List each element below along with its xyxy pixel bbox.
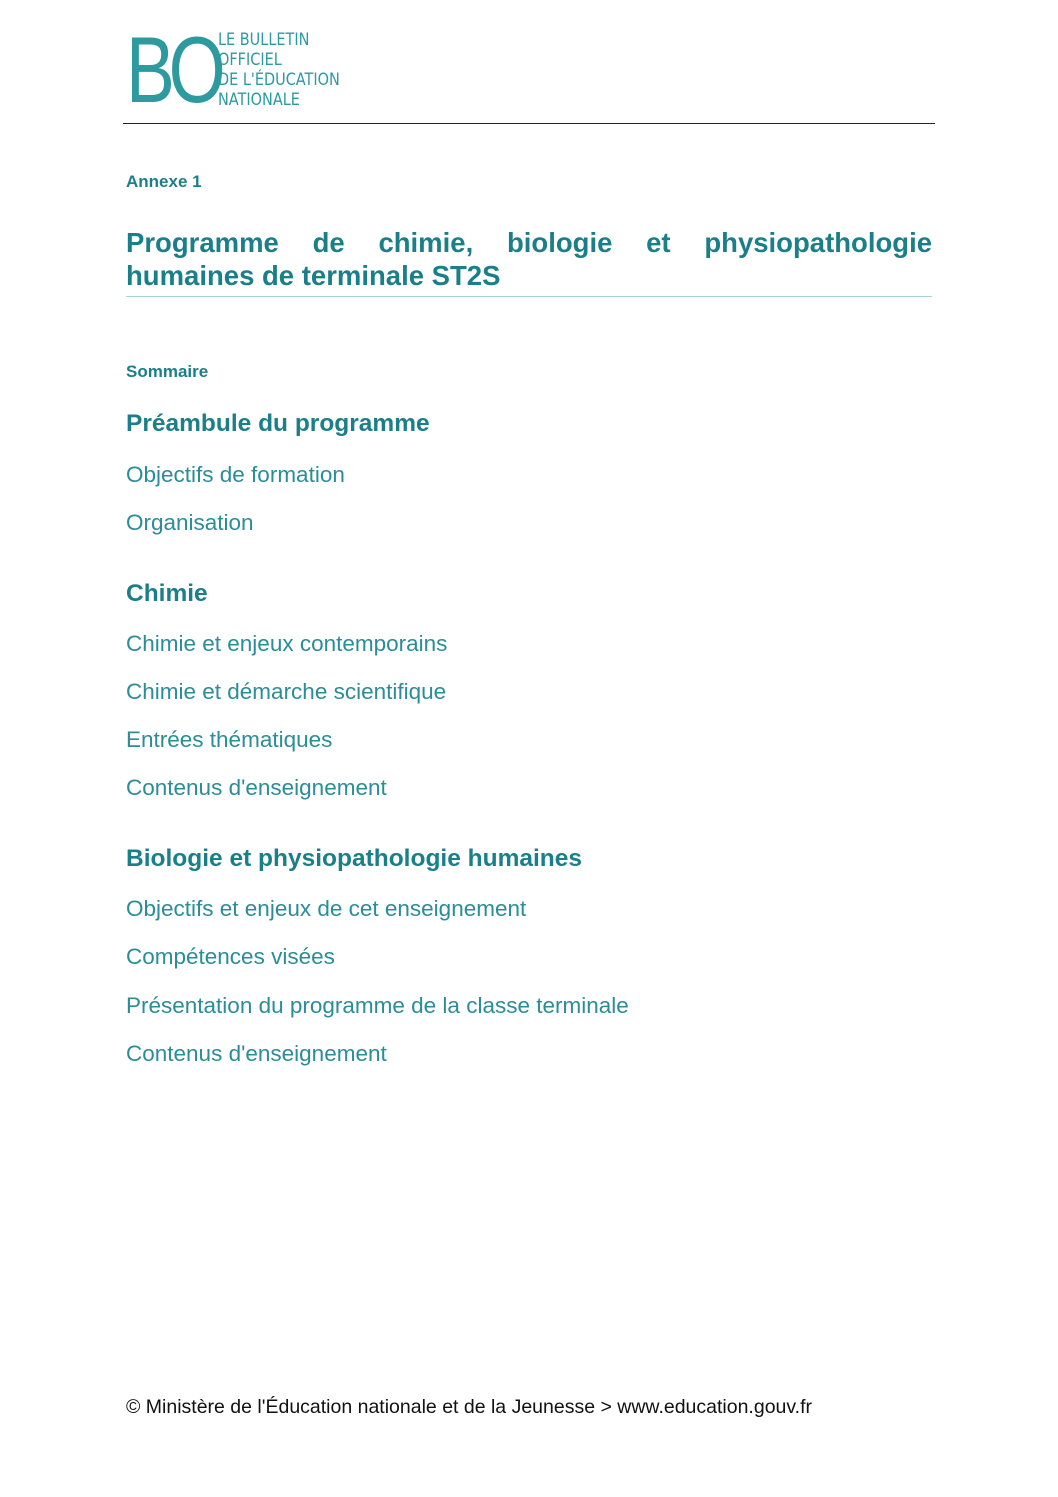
bo-logo (126, 17, 361, 122)
toc-heading-biologie[interactable]: Biologie et physiopathologie humaines (126, 845, 583, 872)
sommaire-label: Sommaire (126, 362, 209, 381)
toc-item[interactable]: Chimie et démarche scientifique (126, 679, 447, 704)
toc-item[interactable]: Compétences visées (126, 944, 335, 969)
toc-item[interactable]: Contenus d'enseignement (126, 775, 387, 800)
toc-item[interactable]: Objectifs et enjeux de cet enseignement (126, 896, 527, 921)
logo-letters: BO (126, 17, 220, 122)
toc-item[interactable]: Chimie et enjeux contemporains (126, 631, 448, 656)
logo-line: LE BULLETIN (218, 30, 310, 50)
toc-heading-preambule[interactable]: Préambule du programme (126, 410, 430, 437)
logo-text (218, 30, 340, 110)
toc-item[interactable]: Entrées thématiques (126, 727, 333, 752)
toc-heading-chimie[interactable]: Chimie (126, 580, 208, 607)
title-line-2: humaines de terminale ST2S (126, 260, 501, 291)
logo-line: DE L'ÉDUCATION (218, 70, 340, 90)
logo-line: OFFICIEL (218, 50, 282, 70)
toc-item[interactable]: Contenus d'enseignement (126, 1041, 387, 1066)
page-title (126, 226, 932, 297)
footer-copyright: © Ministère de l'Éducation nationale et de la Jeunesse > www.education.gouv.fr (126, 1396, 813, 1418)
toc-item[interactable]: Objectifs de formation (126, 462, 345, 487)
toc-item[interactable]: Organisation (126, 510, 254, 535)
logo-line: NATIONALE (218, 90, 300, 110)
toc-item[interactable]: Présentation du programme de la classe terminale (126, 993, 629, 1018)
title-line-1: Programme de chimie, biologie et physiopathologie (126, 227, 932, 258)
annexe-label: Annexe 1 (126, 172, 202, 191)
header-divider (123, 123, 935, 124)
